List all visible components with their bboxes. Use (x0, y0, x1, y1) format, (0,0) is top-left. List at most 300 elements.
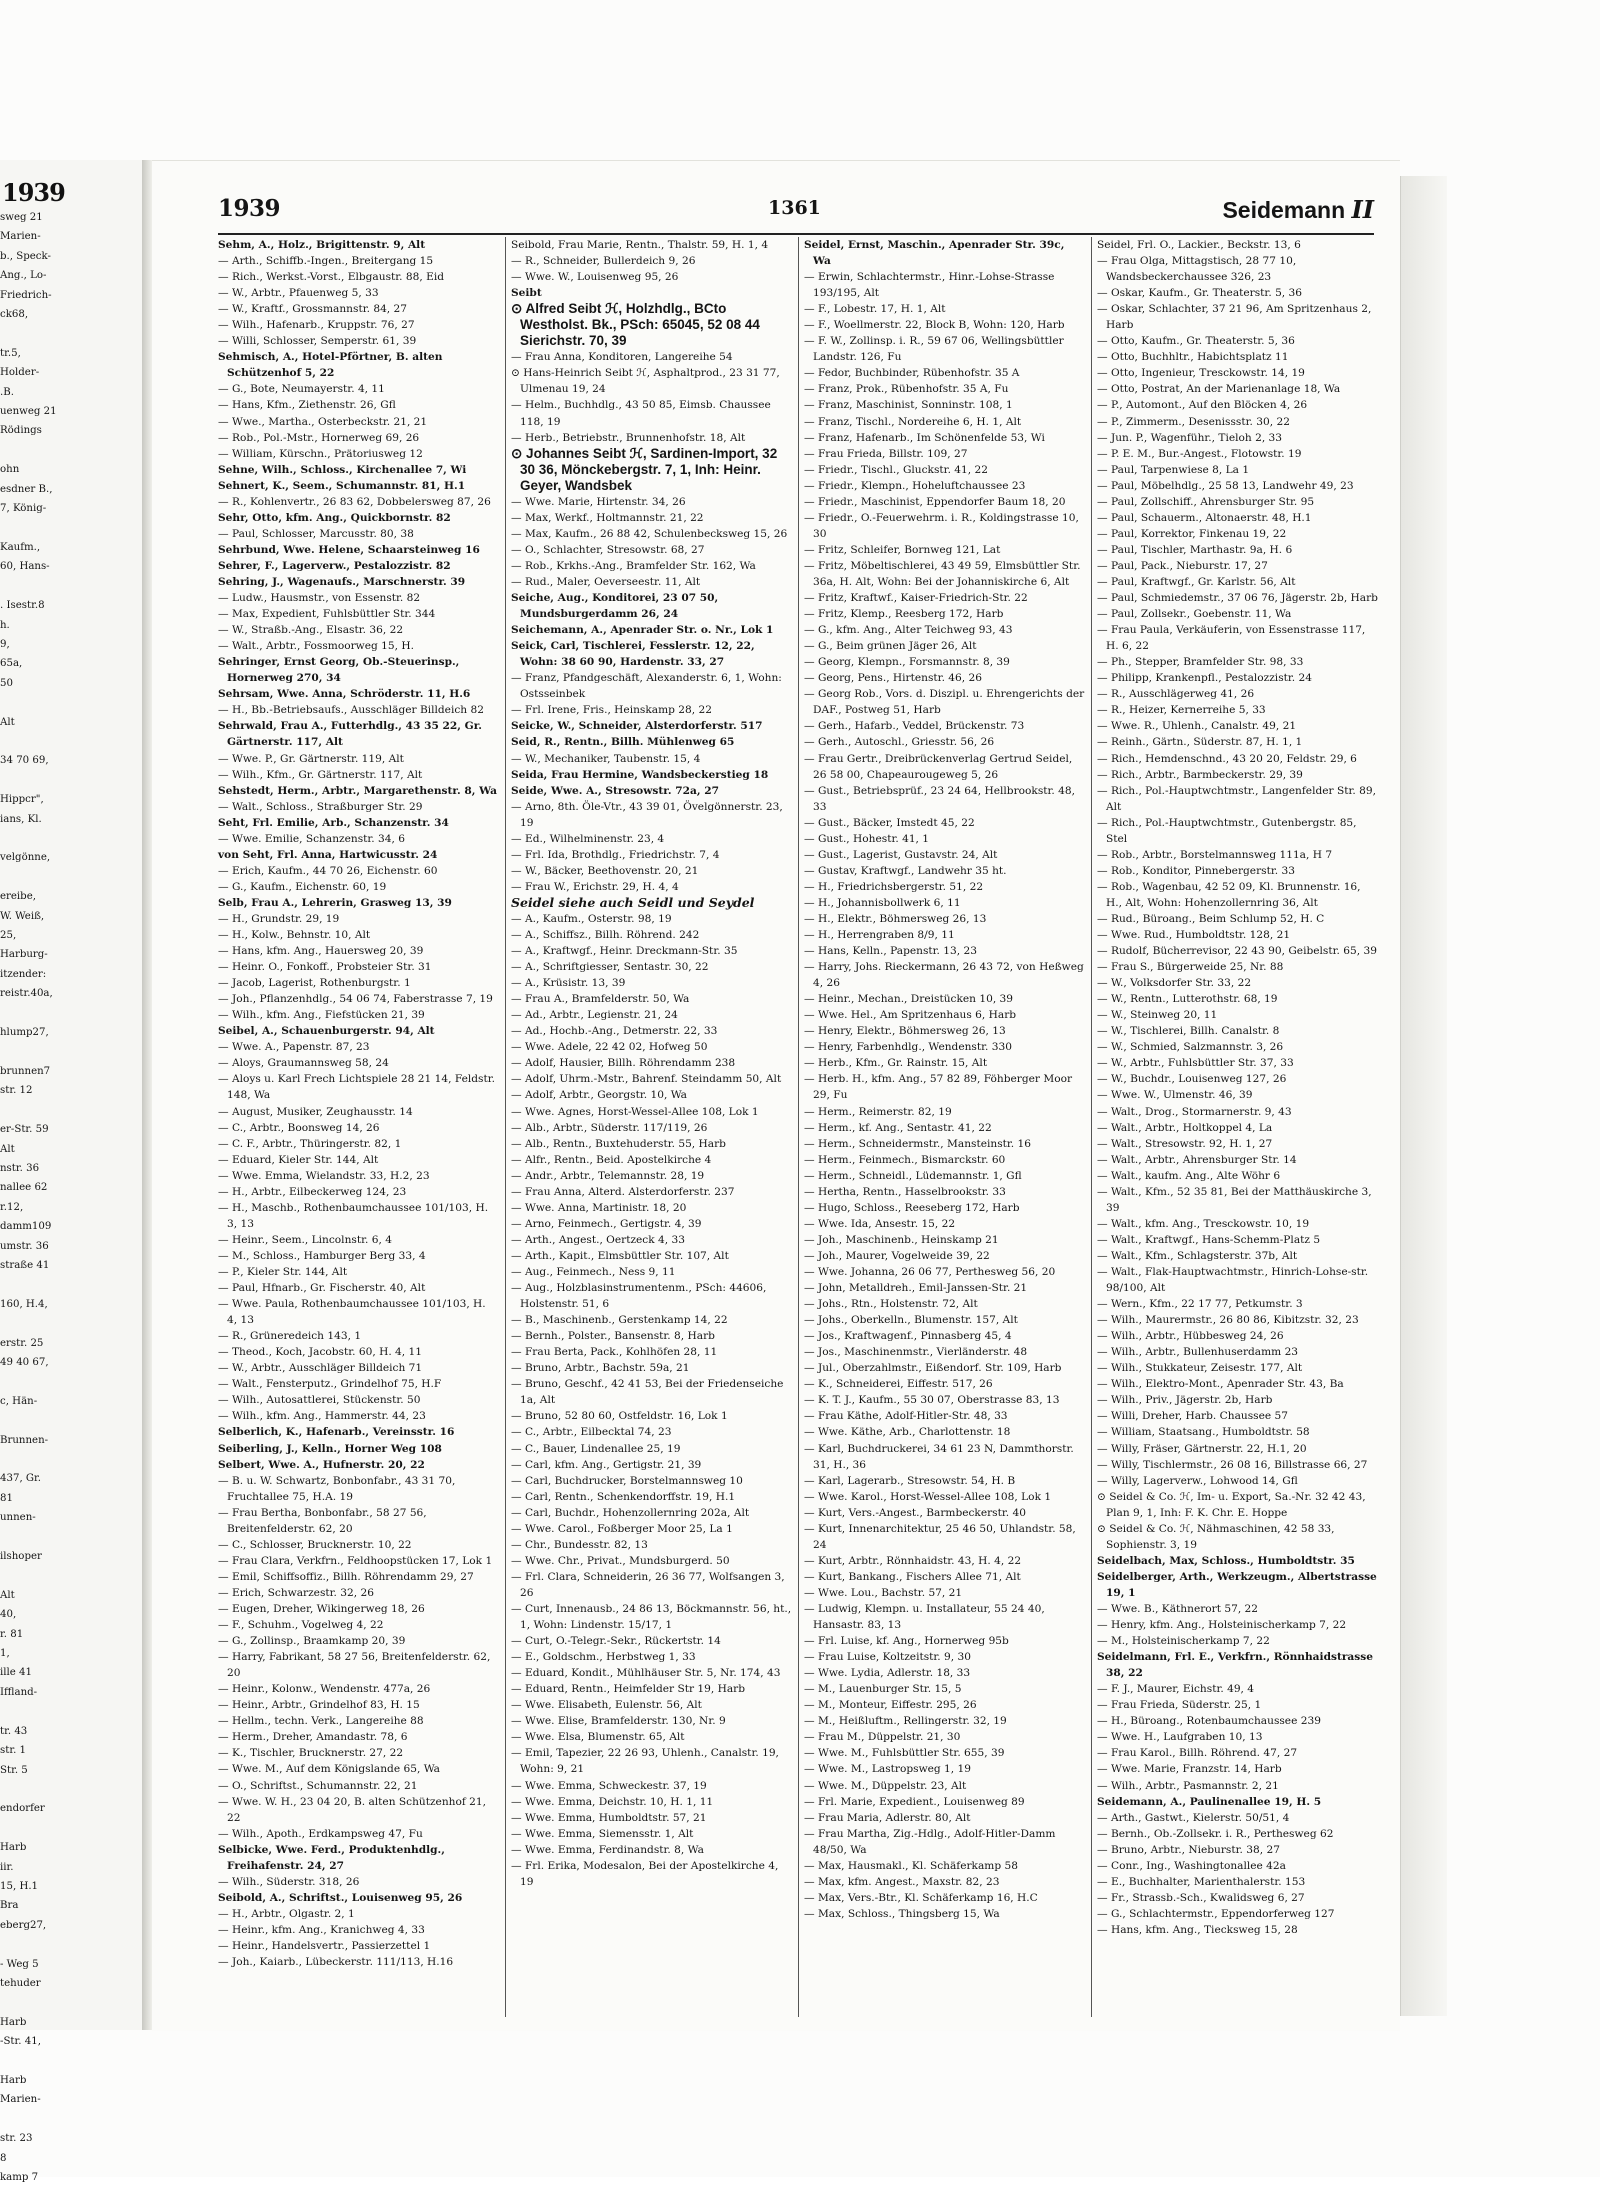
directory-entry: — Wwe. Chr., Privat., Mundsburgerd. 50 (511, 1554, 730, 1567)
directory-entry: — Frau S., Bürgerweide 25, Nr. 88 (1097, 961, 1284, 974)
left-page-line: str. 1 (0, 1745, 27, 1757)
directory-entry: — P., Zimmerm., Desenissstr. 30, 22 (1097, 415, 1290, 428)
left-page-line: unnen- (0, 1512, 36, 1524)
directory-entry: — Paul, Schmiedemstr., 37 06 76, Jägerstr. 2b, Harb (1097, 592, 1378, 605)
directory-entry: — Henry, Farbenhdlg., Wendenstr. 330 (804, 1041, 1012, 1054)
directory-entry: ⊙ Alfred Seibt ℋ, Holzhdlg., BCto Westholst. Bk., PSch: 65045, 52 08 44 Sierichstr. 70, 39 (511, 301, 760, 349)
directory-entry: — Fritz, Schleifer, Bornweg 121, Lat (804, 543, 1001, 556)
directory-entry: — Wwe. W., Ulmenstr. 46, 39 (1097, 1089, 1253, 1102)
directory-entry: Sehrsam, Wwe. Anna, Schröderstr. 11, H.6 (218, 688, 471, 701)
directory-entry: — E., Goldschm., Herbstweg 1, 33 (511, 1651, 696, 1664)
left-page-line: 50 (0, 677, 13, 689)
directory-entry: Seidel siehe auch Seidl und Seydel (511, 894, 755, 910)
directory-entry: Seht, Frl. Emilie, Arb., Schanzenstr. 34 (218, 816, 449, 829)
directory-entry: — G., kfm. Ang., Alter Teichweg 93, 43 (804, 624, 1013, 637)
directory-entry: — Wern., Kfm., 22 17 77, Petkumstr. 3 (1097, 1298, 1303, 1311)
directory-entry: — Eduard, Kieler Str. 144, Alt (218, 1153, 379, 1166)
directory-entry: — B., Maschinenb., Gerstenkamp 14, 22 (511, 1314, 728, 1327)
directory-entry: — Walt., Flak-Hauptwachtmstr., Hinrich-Lohse-str. 98/100, Alt (1097, 1266, 1369, 1295)
left-page-line (0, 1780, 140, 1799)
directory-entry: Seidelberger, Arth., Werkzeugm., Albertstrasse 19, 1 (1097, 1570, 1377, 1599)
directory-entry: — Frau Anna, Alterd. Alsterdorferstr. 237 (511, 1185, 735, 1198)
directory-entry: — Curt, O.-Telegr.-Sekr., Rückertstr. 14 (511, 1635, 721, 1648)
left-page-line (0, 693, 140, 712)
directory-entry: — Friedr., Maschinist, Eppendorfer Baum 18, 20 (804, 495, 1066, 508)
directory-entry: — Erich, Kaufm., 44 70 26, Eichenstr. 60 (218, 864, 438, 877)
directory-entry: — Jul., Oberzahlmstr., Eißendorf. Str. 109, Harb (804, 1362, 1062, 1375)
directory-entry: — Oskar, Kaufm., Gr. Theaterstr. 5, 36 (1097, 287, 1303, 300)
directory-entry: — Wwe. Karol., Horst-Wessel-Allee 108, Lok 1 (804, 1490, 1052, 1503)
directory-entry: — Karl, Lagerarb., Stresowstr. 54, H. B (804, 1474, 1016, 1487)
left-page-line: 1, (0, 1648, 10, 1660)
directory-entry: — G., Kaufm., Eichenstr. 60, 19 (218, 880, 387, 893)
left-page-line: ilshoper (0, 1551, 42, 1563)
directory-entry: — Heinr., Handelsvertr., Passierzettel 1 (218, 1939, 431, 1952)
directory-entry: — Wwe. M., Fuhlsbüttler Str. 655, 39 (804, 1747, 1005, 1760)
directory-column-4 (1097, 237, 1378, 2017)
directory-entry: — Henry, Elektr., Böhmersweg 26, 13 (804, 1025, 1006, 1038)
left-page-line (0, 1411, 140, 1430)
directory-entry: — Rich., Pol.-Hauptwchtmstr., Langenfelder Str. 89, Alt (1097, 784, 1376, 813)
directory-entry: — F., Lobestr. 17, H. 1, Alt (804, 303, 946, 316)
directory-entry: — Fedor, Buchbinder, Rübenhofstr. 35 A (804, 367, 1020, 380)
left-page-line (0, 2052, 140, 2071)
directory-entry: — H., Büroang., Rotenbaumchaussee 239 (1097, 1715, 1321, 1728)
directory-entry: — Wwe. A., Papenstr. 87, 23 (218, 1041, 370, 1054)
directory-entry: — Otto, Buchhltr., Habichtsplatz 11 (1097, 351, 1289, 364)
directory-entry: — Rich., Hemdenschnd., 43 20 20, Feldstr. 29, 6 (1097, 752, 1357, 765)
page-number: 1361 (768, 197, 821, 219)
left-page-line: erstr. 25 (0, 1337, 44, 1349)
directory-entry: — Frl. Irene, Fris., Heinskamp 28, 22 (511, 704, 712, 717)
directory-entry: — Wwe. Emma, Humboldtstr. 57, 21 (511, 1811, 707, 1824)
directory-entry: — Max, Vers.-Btr., Kl. Schäferkamp 16, H.C (804, 1891, 1038, 1904)
left-page-line: er-Str. 59 (0, 1124, 49, 1136)
directory-entry: — Wwe. M., Lastropsweg 1, 19 (804, 1763, 972, 1776)
directory-entry: — Wwe. Emilie, Schanzenstr. 34, 6 (218, 832, 405, 845)
left-page-line (0, 1275, 140, 1294)
directory-entry: — Kurt, Vers.-Angest., Barmbeckerstr. 40 (804, 1506, 1026, 1519)
left-page-line: kamp 7 (0, 2172, 39, 2184)
directory-entry: — Hans, kfm. Ang., Tiecksweg 15, 28 (1097, 1923, 1298, 1936)
left-page-line: Rödings (0, 425, 42, 437)
directory-entry: — Reinh., Gärtn., Süderstr. 87, H. 1, 1 (1097, 736, 1303, 749)
directory-entry: — Heinr., kfm. Ang., Kranichweg 4, 33 (218, 1923, 425, 1936)
directory-entry: — H., Johannisbollwerk 6, 11 (804, 896, 961, 909)
directory-entry: — Wwe. Johanna, 26 06 77, Perthesweg 56, 20 (804, 1266, 1056, 1278)
directory-entry: — Wwe. H., Laufgraben 10, 13 (1097, 1731, 1263, 1744)
directory-entry: — Oskar, Schlachter, 37 21 96, Am Spritzenhaus 2, Harb (1097, 303, 1372, 332)
directory-entry: — Joh., Maschinenb., Heinskamp 21 (804, 1233, 999, 1246)
left-page-line: ereibe, (0, 891, 36, 903)
directory-entry: — Walt., Fensterputz., Grindelhof 75, H.F (218, 1378, 442, 1391)
directory-entry: — Walt., kfm. Ang., Tresckowstr. 10, 19 (1097, 1217, 1310, 1230)
directory-entry: — Wilh., Elektro-Mont., Apenrader Str. 43, Ba (1097, 1378, 1344, 1391)
directory-entry: — Wwe. W., Louisenweg 95, 26 (511, 271, 679, 284)
directory-entry: — Walt., Kfm., 52 35 81, Bei der Matthäuskirche 3, 39 (1097, 1185, 1372, 1214)
directory-entry: — Frl. Ida, Brothdlg., Friedrichstr. 7, 4 (511, 848, 720, 861)
directory-entry: — Bernh., Ob.-Zollsekr. i. R., Perthesweg 62 (1097, 1827, 1334, 1840)
book-gutter (142, 160, 152, 2030)
directory-entry: — Helm., Buchhdlg., 43 50 85, Eimsb. Chaussee 118, 19 (511, 399, 771, 428)
directory-entry: — Friedr., Klempn., Hoheluftchaussee 23 (804, 479, 1026, 492)
directory-entry: — Otto, Postrat, An der Marienanlage 18, Wa (1097, 383, 1341, 396)
directory-entry: — Frau Paula, Verkäuferin, von Essenstrasse 117, H. 6, 22 (1097, 624, 1366, 653)
directory-entry: — Max, Kaufm., 26 88 42, Schulenbecksweg 15, 26 (511, 527, 788, 540)
directory-entry: — Wilh., Hafenarb., Kruppstr. 76, 27 (218, 319, 415, 332)
left-page-line: 8 (0, 2152, 7, 2164)
directory-entry: — Herm., Dreher, Amandastr. 78, 6 (218, 1731, 408, 1744)
directory-entry: — Erwin, Schlachtermstr., Hinr.-Lohse-Strasse 193/195, Alt (804, 271, 1055, 300)
directory-entry: — Ad., Hochb.-Ang., Detmerstr. 22, 33 (511, 1025, 718, 1038)
directory-entry: — Otto, Ingenieur, Tresckowstr. 14, 19 (1097, 367, 1305, 380)
directory-entry: — Kurt, Arbtr., Rönnhaidstr. 43, H. 4, 22 (804, 1554, 1022, 1567)
directory-entry: — Frau Frieda, Süderstr. 25, 1 (1097, 1699, 1262, 1712)
left-page-line: brunnen7 (0, 1065, 51, 1077)
directory-entry: — Wwe. Emma, Ferdinandstr. 8, Wa (511, 1843, 704, 1856)
directory-entry: — H., Friedrichsbergerstr. 51, 22 (804, 880, 984, 893)
left-page-line: sweg 21 (0, 212, 43, 223)
directory-entry: Selb, Frau A., Lehrerin, Grasweg 13, 39 (218, 896, 452, 909)
directory-entry: — M., Schloss., Hamburger Berg 33, 4 (218, 1249, 426, 1262)
directory-entry: — Ed., Wilhelminenstr. 23, 4 (511, 832, 665, 845)
page-title (1222, 195, 1374, 224)
directory-entry: — Wilh., Apoth., Erdkampsweg 47, Fu (218, 1827, 423, 1840)
directory-entry: — G., Beim grünen Jäger 26, Alt (804, 640, 977, 653)
directory-entry: Seiberling, J., Kelln., Horner Weg 108 (218, 1442, 442, 1455)
left-page-line (0, 577, 140, 596)
directory-entry: — Herm., kf. Ang., Sentastr. 41, 22 (804, 1121, 992, 1134)
directory-entry: — Rob., Wagenbau, 42 52 09, Kl. Brunnenstr. 16, H., Alt, Wohn: Hohenzollernring 36, Alt (1097, 880, 1361, 909)
left-page-line: iir. (0, 1861, 14, 1873)
directory-entry: — F. W., Zollinsp. i. R., 59 67 06, Wellingsbüttler Landstr. 126, Fu (804, 335, 1064, 364)
directory-entry: — P., Automont., Auf den Blöcken 4, 26 (1097, 399, 1308, 412)
directory-entry: — R., Schneider, Bullerdeich 9, 26 (511, 255, 696, 268)
directory-column-1 (218, 237, 499, 2017)
directory-entry: — Ad., Arbtr., Legienstr. 21, 24 (511, 1009, 678, 1022)
directory-entry: Selbert, Wwe. A., Hufnerstr. 20, 22 (218, 1458, 425, 1471)
directory-entry: — Jos., Maschinenmstr., Vierländerstr. 48 (804, 1346, 1028, 1359)
directory-entry: Seidelmann, Frl. E., Verkfrn., Rönnhaidstrasse 38, 22 (1097, 1651, 1373, 1680)
directory-entry: — Aug., Feinmech., Ness 9, 11 (511, 1266, 676, 1278)
directory-entry: — Paul, Schauerm., Altonaerstr. 48, H.1 (1097, 511, 1312, 524)
directory-entry: — Herb., Betriebstr., Brunnenhofstr. 18, Alt (511, 431, 746, 444)
directory-page (152, 160, 1400, 2031)
directory-entry: — H., Herrengraben 8/9, 11 (804, 929, 955, 942)
directory-entry: — B. u. W. Schwartz, Bonbonfabr., 43 31 70, Fruchtallee 75, H.A. 19 (218, 1474, 456, 1503)
directory-entry: Seiche, Aug., Konditorei, 23 07 50, Mundsburgerdamm 26, 24 (511, 592, 719, 621)
directory-entry: — Wwe. Anna, Martinistr. 18, 20 (511, 1201, 687, 1214)
directory-entry: — A., Kraftwgf., Heinr. Dreckmann-Str. 35 (511, 945, 738, 958)
directory-entry: — Wwe. Emma, Schweckestr. 37, 19 (511, 1779, 707, 1792)
left-page-line: Harburg- (0, 949, 48, 961)
directory-entry: — C., Schlosser, Brucknerstr. 10, 22 (218, 1538, 412, 1551)
directory-entry: — A., Schriftgiesser, Sentastr. 30, 22 (511, 961, 709, 974)
left-page-line: b., Speck- (0, 250, 51, 262)
left-page-line: 437, Gr. (0, 1473, 42, 1485)
directory-entry: — Aloys u. Karl Frech Lichtspiele 28 21 14, Feldstr. 148, Wa (218, 1073, 495, 1102)
left-page-line: str. 23 (0, 2133, 33, 2145)
directory-entry: — R., Grüneredeich 143, 1 (218, 1330, 362, 1343)
directory-entry: — A., Schiffsz., Billh. Röhrend. 242 (511, 929, 700, 942)
left-page-line: reistr.40a, (0, 988, 53, 1000)
left-page-line: damm109 (0, 1221, 52, 1233)
directory-entry: — Wwe. P., Gr. Gärtnerstr. 119, Alt (218, 752, 404, 765)
directory-entry: — Willy, Tischlermstr., 26 08 16, Billstrasse 66, 27 (1097, 1458, 1368, 1471)
directory-entry: — Hans, kfm. Ang., Hauersweg 20, 39 (218, 945, 424, 958)
directory-entry: — Ludw., Hausmstr., von Essenstr. 82 (218, 592, 421, 605)
page-header (218, 195, 1374, 225)
directory-entry: — Joh., Kaiarb., Lübeckerstr. 111/113, H.16 (218, 1956, 454, 1969)
directory-entry: — Willy, Fräser, Gärtnerstr. 22, H.1, 20 (1097, 1442, 1307, 1455)
left-page-line: -Str. 41, (0, 2036, 41, 2048)
directory-entry: — Wilh., Süderstr. 318, 26 (218, 1875, 360, 1888)
left-page-line: ohn (0, 464, 20, 476)
directory-entry: — Wwe. Emma, Siemensstr. 1, Alt (511, 1827, 694, 1840)
directory-entry: — Georg Rob., Vors. d. Diszipl. u. Ehrengerichts der DAF., Postweg 51, Harb (804, 688, 1085, 717)
directory-entry: — Wilh., Arbtr., Bullenhuserdamm 23 (1097, 1346, 1299, 1359)
left-page-line: eberg27, (0, 1919, 47, 1931)
directory-entry: — Wwe. Elise, Bramfelderstr. 130, Nr. 9 (511, 1715, 726, 1728)
directory-entry: — H., Maschb., Rothenbaumchaussee 101/103, H. 3, 13 (218, 1201, 489, 1230)
directory-entry: — Wwe. Elisabeth, Eulenstr. 56, Alt (511, 1699, 702, 1712)
directory-entry: — Max, Hausmakl., Kl. Schäferkamp 58 (804, 1859, 1018, 1872)
directory-entry: — Alfr., Rentn., Beid. Apostelkirche 4 (511, 1153, 712, 1166)
directory-entry: — Herm., Schneidl., Lüdemannstr. 1, Gfl (804, 1169, 1022, 1182)
directory-entry: — Jos., Kraftwagenf., Pinnasberg 45, 4 (804, 1330, 1012, 1343)
directory-entry: — Willy, Lagerverw., Lohwood 14, Gfl (1097, 1474, 1298, 1487)
directory-entry: Seicke, W., Schneider, Alsterdorferstr. 517 (511, 720, 763, 733)
directory-entry: — Fritz, Kraftwf., Kaiser-Friedrich-Str. 22 (804, 592, 1028, 605)
left-page-line: Marien- (0, 2094, 41, 2106)
directory-entry: — Arth., Gastwt., Kielerstr. 50/51, 4 (1097, 1811, 1290, 1824)
directory-entry: — Wilh., kfm. Ang., Fiefstücken 21, 39 (218, 1009, 425, 1022)
left-page-line: .B. (0, 386, 14, 398)
directory-entry: ⊙ Johannes Seibt ℋ, Sardinen-Import, 32 30 36, Mönckebergstr. 7, 1, Inh: Heinr. Geyer, Wandsbek (511, 445, 778, 493)
directory-entry: ⊙ Hans-Heinrich Seibt ℋ, Asphaltprod., 23 31 77, Ulmenau 19, 24 (511, 367, 780, 396)
directory-entry: — Gust., Hohestr. 41, 1 (804, 832, 930, 845)
directory-entry: Sehne, Wilh., Schloss., Kirchenallee 7, Wi (218, 463, 467, 476)
directory-entry: — H., Arbtr., Eilbeckerweg 124, 23 (218, 1185, 407, 1198)
directory-entry: — Wwe. Adele, 22 42 02, Hofweg 50 (511, 1041, 708, 1054)
left-page-line (0, 1566, 140, 1585)
directory-entry: — Wwe. Emma, Wielandstr. 33, H.2, 23 (218, 1169, 430, 1182)
directory-entry: — Andr., Arbtr., Telemannstr. 28, 19 (511, 1169, 705, 1182)
directory-entry: — Wwe. Agnes, Horst-Wessel-Allee 108, Lok 1 (511, 1105, 759, 1118)
directory-entry: — Wwe. M., Düppelstr. 23, Alt (804, 1779, 967, 1792)
left-page-line: 15, H.1 (0, 1880, 39, 1892)
directory-entry: — Paul, Zollsekr., Goebenstr. 11, Wa (1097, 608, 1292, 621)
directory-entry: Selberlich, K., Hafenarb., Vereinsstr. 16 (218, 1426, 455, 1439)
left-page-line (0, 2110, 140, 2129)
directory-entry: Seibold, A., Schriftst., Louisenweg 95, 26 (218, 1891, 463, 1904)
left-page-line: 81 (0, 1492, 13, 1504)
directory-entry: Seidelbach, Max, Schloss., Humboldtstr. 35 (1097, 1554, 1355, 1567)
directory-entry: — Max, Schloss., Thingsberg 15, Wa (804, 1907, 1000, 1920)
directory-entry: — Wwe. Emma, Deichstr. 10, H. 1, 11 (511, 1795, 714, 1808)
directory-entry: Seide, Wwe. A., Stresowstr. 72a, 27 (511, 784, 719, 797)
directory-entry: — W., Steinweg 20, 11 (1097, 1009, 1218, 1022)
directory-entry: — Rob., Pol.-Mstr., Hornerweg 69, 26 (218, 431, 420, 444)
directory-entry: Sehr, Otto, kfm. Ang., Quickbornstr. 82 (218, 511, 451, 524)
directory-entry: ⊙ Seidel & Co. ℋ, Nähmaschinen, 42 58 33, Sophienstr. 3, 19 (1097, 1522, 1335, 1551)
directory-entry: — K., Schneiderei, Eiffestr. 517, 26 (804, 1378, 993, 1391)
directory-entry: — E., Buchhalter, Marienthalerstr. 153 (1097, 1875, 1306, 1888)
directory-entry: — Franz, Pfandgeschäft, Alexanderstr. 6, 1, Wohn: Ostsseinbek (511, 672, 782, 701)
directory-entry: — Wwe. Hel., Am Spritzenhaus 6, Harb (804, 1009, 1017, 1022)
directory-entry: — Arth., Angest., Oertzeck 4, 33 (511, 1233, 685, 1246)
directory-entry: — Harry, Fabrikant, 58 27 56, Breitenfelderstr. 62, 20 (218, 1651, 491, 1680)
directory-entry: — Frau Clara, Verkfrn., Feldhoopstücken 17, Lok 1 (218, 1554, 493, 1567)
directory-entry: — Frl. Luise, kf. Ang., Hornerweg 95b (804, 1635, 1009, 1648)
left-page-line: nstr. 36 (0, 1162, 40, 1174)
left-page-line: Harb (0, 2075, 27, 2086)
directory-entry: — A., Krüsistr. 13, 39 (511, 977, 626, 990)
directory-entry: Sehrbund, Wwe. Helene, Schaarsteinweg 16 (218, 543, 480, 556)
left-page-line: Alt (0, 716, 15, 728)
directory-entry: — Harry, Johs. Rieckermann, 26 43 72, von Heßweg 4, 26 (804, 961, 1084, 990)
directory-entry: — W., Arbtr., Pfauenweg 5, 33 (218, 287, 379, 300)
directory-entry: — Walt., Kraftwgf., Hans-Schemm-Platz 5 (1097, 1233, 1321, 1246)
directory-entry: — Herm., Schneidermstr., Mansteinstr. 16 (804, 1137, 1031, 1150)
left-page-line (0, 771, 140, 790)
directory-entry: — Frau Bertha, Bonbonfabr., 58 27 56, Breitenfelderstr. 62, 20 (218, 1506, 427, 1535)
directory-entry: — Paul, Pack., Nieburstr. 17, 27 (1097, 559, 1268, 572)
left-page-line (0, 519, 140, 538)
directory-entry: Sehmisch, A., Hotel-Pförtner, B. alten Schützenhof 5, 22 (218, 351, 443, 380)
directory-entry: Seibel, A., Schauenburgerstr. 94, Alt (218, 1025, 435, 1038)
directory-entry: Sehnert, K., Seem., Schumannstr. 81, H.1 (218, 479, 466, 492)
left-page-line: ians, Kl. (0, 813, 42, 825)
directory-entry: — Wwe. Elsa, Blumenstr. 65, Alt (511, 1731, 685, 1744)
left-page-line (0, 1450, 140, 1469)
directory-entry: — Rud., Büroang., Beim Schlump 52, H. C (1097, 912, 1325, 925)
directory-entry: — Rob., Arbtr., Borstelmannsweg 111a, H 7 (1097, 848, 1333, 861)
directory-entry: — Jun. P., Wagenführ., Tieloh 2, 33 (1097, 431, 1283, 444)
directory-entry: — Rob., Krkhs.-Ang., Bramfelder Str. 162, Wa (511, 559, 756, 572)
directory-entry: — Hans, Kelln., Papenstr. 13, 23 (804, 945, 977, 958)
directory-entry: — William, Kürschn., Prätoriusweg 12 (218, 447, 423, 460)
directory-entry: — Frau Maria, Adlerstr. 80, Alt (804, 1811, 971, 1824)
directory-entry: — F. J., Maurer, Eichstr. 49, 4 (1097, 1683, 1255, 1696)
left-page-line: r.12, (0, 1201, 24, 1213)
directory-entry: — R., Ausschlägerweg 41, 26 (1097, 688, 1255, 701)
directory-entry: — W., Tischlerei, Billh. Canalstr. 8 (1097, 1025, 1280, 1038)
directory-entry: — W., Kraftf., Grossmannstr. 84, 27 (218, 303, 408, 316)
column-divider (1091, 237, 1092, 2017)
left-page-line: Kaufm., (0, 541, 41, 553)
directory-entry: — Paul, Tischler, Marthastr. 9a, H. 6 (1097, 543, 1293, 556)
directory-entry: — Willi, Dreher, Harb. Chaussee 57 (1097, 1410, 1288, 1423)
directory-entry: Sehring, J., Wagenaufs., Marschnerstr. 39 (218, 575, 466, 588)
directory-entry: — Max, Expedient, Fuhlsbüttler Str. 344 (218, 608, 436, 621)
directory-entry: — Wwe. Paula, Rothenbaumchaussee 101/103, H. 4, 13 (218, 1298, 486, 1327)
left-page-line: W. Weiß, (0, 910, 45, 922)
left-page-year: 1939 (2, 178, 65, 207)
directory-entry: — K. T. J., Kaufm., 55 30 07, Oberstrasse 83, 13 (804, 1394, 1060, 1407)
directory-entry: — Adolf, Arbtr., Georgstr. 10, Wa (511, 1089, 687, 1102)
directory-entry: — Heinr., Seem., Lincolnstr. 6, 4 (218, 1233, 392, 1246)
directory-entry: — Georg, Pens., Hirtenstr. 46, 26 (804, 672, 982, 685)
directory-entry: — G., Zollinsp., Braamkamp 20, 39 (218, 1635, 406, 1648)
left-page-line: straße 41 (0, 1259, 50, 1271)
left-page-line: tehuder (0, 1977, 41, 1989)
directory-entry: — W., Rentn., Lutterothstr. 68, 19 (1097, 993, 1278, 1006)
left-page-line: 9, (0, 638, 10, 650)
directory-entry: — Walt., Arbtr., Holtkoppel 4, La (1097, 1121, 1273, 1134)
directory-entry: — F., Woellmerstr. 22, Block B, Wohn: 120, Harb (804, 319, 1065, 332)
left-page-line (0, 441, 140, 460)
directory-entry: Sehm, A., Holz., Brigittenstr. 9, Alt (218, 239, 426, 251)
directory-entry: Sehringer, Ernst Georg, Ob.-Steuerinsp., Hornerweg 270, 34 (218, 656, 460, 685)
directory-column-3 (804, 237, 1085, 2017)
directory-entry: — Frl. Marie, Expedient., Louisenweg 89 (804, 1795, 1025, 1808)
directory-entry: — Conr., Ing., Washingtonallee 42a (1097, 1859, 1286, 1872)
directory-entry: — O., Schriftst., Schumannstr. 22, 21 (218, 1779, 418, 1792)
left-page-text (0, 208, 140, 2187)
directory-entry: — H., Arbtr., Olgastr. 2, 1 (218, 1907, 355, 1920)
directory-entry: ⊙ Seidel & Co. ℋ, Im- u. Export, Sa.-Nr. 32 42 43, Plan 9, 1, Inh: F. K. Chr. E. Hoppe (1097, 1490, 1366, 1519)
directory-entry: — Eduard, Kondit., Mühlhäuser Str. 5, Nr. 174, 43 (511, 1667, 781, 1680)
directory-entry: — Joh., Pflanzenhdlg., 54 06 74, Faberstrasse 7, 19 (218, 993, 493, 1006)
directory-entry: — Heinr. O., Fonkoff., Probsteier Str. 31 (218, 961, 432, 974)
directory-entry: — Gust., Lagerist, Gustavstr. 24, Alt (804, 848, 998, 861)
directory-entry: — Wwe. Rud., Humboldtstr. 128, 21 (1097, 929, 1291, 942)
column-divider (798, 237, 799, 2017)
left-page-line: . Isestr.8 (0, 600, 45, 612)
directory-entry: — Alb., Rentn., Buxtehuderstr. 55, Harb (511, 1137, 726, 1150)
left-page-line: 40, (0, 1609, 17, 1621)
directory-entry: — Otto, Kaufm., Gr. Theaterstr. 5, 36 (1097, 335, 1295, 348)
directory-entry: — Paul, Hfnarb., Gr. Fischerstr. 40, Alt (218, 1282, 426, 1295)
directory-entry: — Eduard, Rentn., Heimfelder Str 19, Harb (511, 1683, 746, 1696)
left-page-line: uenweg 21 (0, 406, 57, 418)
directory-entry: — Wwe. Käthe, Arb., Charlottenstr. 18 (804, 1426, 1011, 1439)
directory-entry: — Bruno, Arbtr., Nieburstr. 38, 27 (1097, 1843, 1280, 1856)
left-page-line: h. (0, 619, 10, 631)
directory-entry: — H., Kolw., Behnstr. 10, Alt (218, 929, 371, 942)
directory-entry: — A., Kaufm., Osterstr. 98, 19 (511, 912, 672, 925)
directory-entry: — W., Bäcker, Beethovenstr. 20, 21 (511, 864, 699, 877)
directory-entry: — Friedr., Tischl., Gluckstr. 41, 22 (804, 463, 989, 476)
directory-entry: — Gustav, Kraftwgf., Landwehr 35 ht. (804, 864, 1007, 877)
directory-entry: — Henry, kfm. Ang., Holsteinischerkamp 7, 22 (1097, 1619, 1347, 1632)
directory-entry: — Joh., Maurer, Vogelweide 39, 22 (804, 1249, 990, 1262)
left-page-line: tr.5, (0, 347, 21, 359)
directory-entry: — Max, Werkf., Holtmannstr. 21, 22 (511, 511, 704, 524)
directory-entry: — P., Kieler Str. 144, Alt (218, 1266, 348, 1278)
directory-entry: — Adolf, Hausier, Billh. Röhrendamm 238 (511, 1057, 736, 1070)
left-page-line: Bra (0, 1900, 19, 1912)
left-page-line: ille 41 (0, 1667, 33, 1679)
directory-entry: — Carl, Buchdrucker, Borstelmannsweg 10 (511, 1474, 743, 1487)
left-page-line: 49 40 67, (0, 1356, 49, 1368)
directory-entry: — Ph., Stepper, Bramfelder Str. 98, 33 (1097, 656, 1304, 669)
directory-entry: — Arno, 8th. Öle-Vtr., 43 39 01, Övelgönnerstr. 23, 19 (511, 800, 783, 829)
directory-entry: — August, Musiker, Zeughausstr. 14 (218, 1105, 413, 1118)
directory-entry: — Walt., Arbtr., Ahrensburger Str. 14 (1097, 1153, 1297, 1166)
directory-entry: — H., Elektr., Böhmersweg 26, 13 (804, 912, 987, 925)
left-page-line: Friedrich- (0, 289, 52, 301)
left-page-line: nallee 62 (0, 1182, 48, 1194)
directory-entry: — Frau Luise, Koltzeitstr. 9, 30 (804, 1651, 972, 1664)
directory-entry: — Chr., Bundesstr. 82, 13 (511, 1538, 648, 1551)
directory-entry: — Herb., Kfm., Gr. Rainstr. 15, Alt (804, 1057, 988, 1070)
page-year: 1939 (218, 195, 281, 222)
directory-entry: — Theod., Koch, Jacobstr. 60, H. 4, 11 (218, 1346, 423, 1359)
left-page-line: Marien- (0, 231, 41, 243)
directory-entry: — Frau Anna, Konditoren, Langereihe 54 (511, 351, 733, 364)
